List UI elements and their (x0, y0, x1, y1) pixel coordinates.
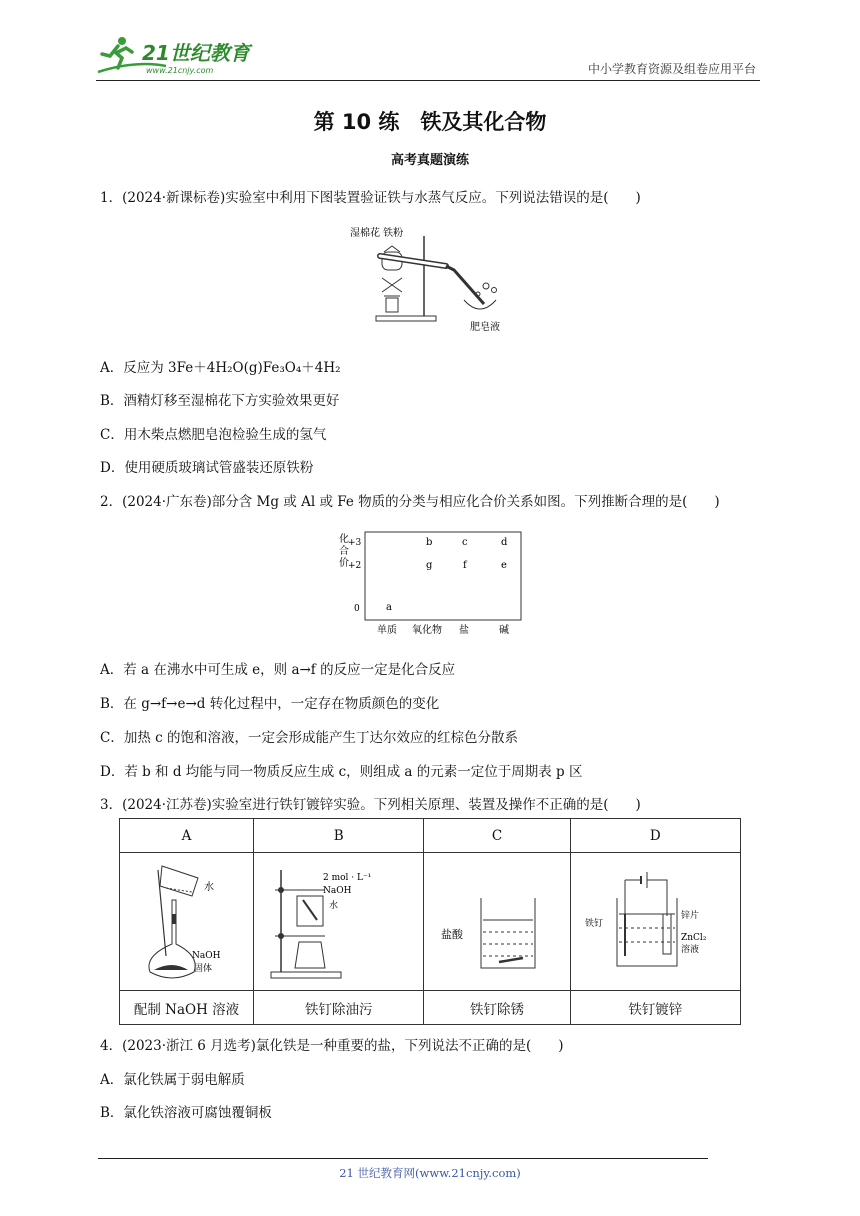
q2-point-g: g (426, 560, 433, 571)
q2-ytick-3: +3 (348, 538, 362, 548)
beaker-figure (437, 856, 557, 984)
q1-option-d: D．使用硬质玻璃试管盛装还原铁粉 (100, 460, 314, 476)
q1-stem: 1．(2024·新课标卷)实验室中利用下图装置验证铁与水蒸气反应。下列说法错误的是( ) (100, 190, 641, 206)
fig-a-label-water: 水 (203, 881, 214, 893)
q3-caption-a: 配制 NaOH 溶液 (120, 991, 254, 1025)
q3-caption-c: 铁钉除锈 (424, 991, 570, 1025)
q2-ylabel-1: 化 (339, 534, 349, 545)
q2-option-b: B．在 g→f→e→d 转化过程中，一定存在物质颜色的变化 (100, 696, 440, 712)
table-row (120, 819, 741, 853)
q1-option-c: C．用木柴点燃肥皂泡检验生成的氢气 (100, 427, 327, 443)
q2-ytick-2: +2 (348, 561, 362, 571)
q2-point-d: d (501, 537, 508, 548)
q2-xtick-oxide: 氧化物 (412, 625, 442, 636)
q2-option-a: A．若 a 在沸水中可生成 e，则 a→f 的反应一定是化合反应 (100, 662, 456, 678)
q3-header-c: C (424, 819, 570, 853)
q2-stem: 2．(2024·广东卷)部分含 Mg 或 Al 或 Fe 物质的分类与相应化合价关系如图。下列推断合理的是( ) (100, 494, 720, 510)
footer-link[interactable]: 21 世纪教育网(www.21cnjy.com) (339, 1166, 521, 1180)
q4-stem: 4．(2023·浙江 6 月选考)氯化铁是一种重要的盐，下列说法不正确的是( ) (100, 1038, 564, 1054)
q2-point-b: b (426, 537, 433, 548)
q2-point-c: c (462, 537, 468, 548)
electroplating-figure (585, 856, 725, 984)
q2-ylabel-3: 价 (339, 558, 349, 569)
table-row (120, 991, 741, 1025)
q2-option-d: D．若 b 和 d 均能与同一物质反应生成 c，则组成 a 的元素一定位于周期表 p 区 (100, 764, 583, 780)
q3-header-d: D (570, 819, 740, 853)
q3-header-a: A (120, 819, 254, 853)
q2-point-a: a (386, 602, 392, 613)
section-heading: 高考真题演练 (390, 153, 469, 168)
page-title: 第 10 练 铁及其化合物 (313, 110, 547, 134)
q1-option-b: B．酒精灯移至湿棉花下方实验效果更好 (100, 393, 340, 409)
q1-label-cotton-iron: 湿棉花 铁粉 (350, 228, 404, 239)
q1-option-a: A．反应为 3Fe＋4H₂O(g)Fe₃O₄＋4H₂ (100, 360, 341, 376)
q2-ylabel-2: 合 (339, 546, 349, 557)
fig-d-label-nail: 铁钉 (585, 918, 604, 929)
table-row (120, 853, 741, 991)
q2-xtick-salt: 盐 (459, 625, 469, 636)
q3-caption-d: 铁钉镀锌 (570, 991, 740, 1025)
q2-xtick-base: 碱 (499, 625, 509, 636)
platform-name: 中小学教育资源及组卷应用平台 (587, 62, 756, 76)
footer-divider (98, 1158, 708, 1159)
q3-stem: 3．(2024·江苏卷)实验室进行铁钉镀锌实验。下列相关原理、装置及操作不正确的是( ) (100, 797, 641, 813)
fig-a-label-naoh: NaOH (191, 950, 221, 961)
q3-figure-c-cell (424, 853, 570, 991)
site-logo (96, 34, 266, 78)
q2-point-e: e (501, 560, 507, 571)
logo-url: www.21cnjy.com (146, 66, 214, 75)
water-bath-figure (269, 856, 409, 984)
q2-option-c: C．加热 c 的饱和溶液，一定会形成能产生丁达尔效应的红棕色分散系 (100, 730, 518, 746)
q1-label-soap: 肥皂液 (470, 322, 500, 333)
fig-d-label-zncl2: ZnCl₂ (681, 932, 707, 943)
q3-figure-b-cell (254, 853, 424, 991)
q2-valence-chart (335, 528, 527, 638)
volumetric-flask-figure (132, 856, 242, 984)
q2-ytick-0: 0 (354, 604, 360, 614)
fig-b-label-naoh: NaOH (322, 885, 352, 896)
q3-caption-b: 铁钉除油污 (254, 991, 424, 1025)
fig-d-label-solution: 溶液 (681, 944, 700, 955)
q3-options-table (119, 818, 741, 1025)
fig-a-label-solid: 固体 (193, 963, 212, 974)
q4-option-b: B．氯化铁溶液可腐蚀覆铜板 (100, 1105, 272, 1121)
header-divider (96, 80, 760, 81)
q2-point-f: f (463, 560, 467, 571)
logo-text: 21世纪教育 (142, 41, 250, 65)
q3-header-b: B (254, 819, 424, 853)
q3-figure-d-cell (570, 853, 740, 991)
q2-xtick-element: 单质 (377, 625, 397, 636)
q3-figure-a-cell (120, 853, 254, 991)
fig-c-label-acid: 盐酸 (441, 927, 464, 941)
q1-apparatus-figure (346, 222, 510, 334)
fig-d-label-zinc: 锌片 (681, 910, 700, 921)
fig-b-label-conc: 2 mol · L⁻¹ (322, 872, 372, 883)
q4-option-a: A．氯化铁属于弱电解质 (100, 1072, 245, 1088)
fig-b-label-water: 水 (328, 900, 338, 911)
